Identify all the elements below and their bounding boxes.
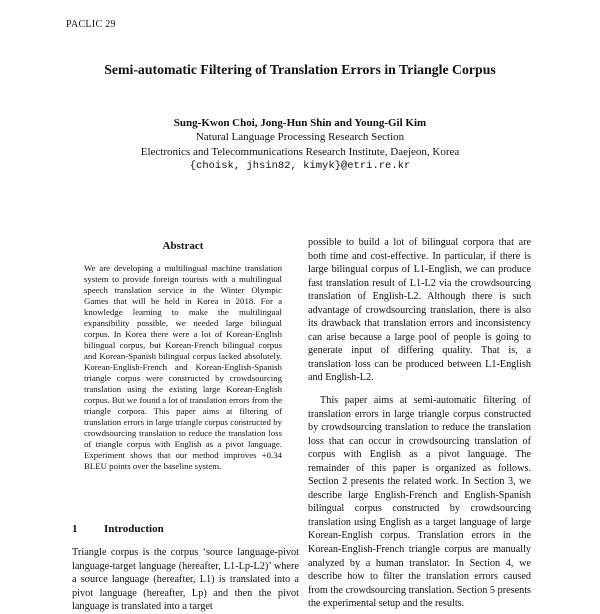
section-heading-introduction [72, 523, 164, 535]
section-title: Introduction [104, 523, 164, 535]
right-column [308, 236, 531, 611]
author-emails: {choisk, jhsin82, kimyk}@etri.re.kr [189, 160, 411, 172]
author-list: Sung-Kwon Choi, Jong-Hun Shin and Young-Gil Kim [173, 117, 427, 129]
paper-title: Semi-automatic Filtering of Translation Errors in Triangle Corpus [104, 62, 496, 77]
abstract-text: We are developing a multilingual machine translation system to provide foreign tourists with a multilingual speech translation service in the Winter Olympic Games that will be held in Korea in 2018. For a knowledge learning to make the multilingual expansibility possible, we needed large bilingual corpus. In Korea there were a lot of Korean-English bilingual corpus, but Korean-French bilingual corpus and Korean-Spanish bilingual corpus lacked absolutely. Korean-English-French and Korean-English-Spanish triangle corpus were constructed by crowdsourcing translation using the existing large Korean-English corpus. But we found a lot of translation errors from the triangle corpora. This paper aims at filtering of translation errors in large triangle corpus constructed by crowdsourcing translation to reduce the translation loss of triangle corpus with English as a pivot language. Experiment shows that our method improves +0.34 BLEU points over the baseline system. [84, 263, 282, 471]
right-column-paragraph-2: This paper aims at semi-automatic filtering of translation errors in large triangle corpus constructed by crowdsourcing translation to reduce the translation loss that can occur in crowdsourcing translation of corpus with English as a pivot language. The remainder of this paper is organized as follows. Section 2 presents the related work. In Section 3, we describe large English-French and English-Spanish bilingual corpus constructed by crowdsourcing translation using English as a target language of large Korean-English corpus. Translation errors in the Korean-English-French triangle corpus are manually analyzed by a human translator. In Section 4, we describe how to filter the translation errors caused from the crowdsourcing translation. Section 5 presents the experimental setup and the results. [308, 395, 531, 610]
abstract-body [84, 263, 282, 472]
affiliation-section: Natural Language Processing Research Section [195, 131, 405, 143]
section-number: 1 [72, 523, 78, 535]
affiliation-institute: Electronics and Telecommunications Research Institute, Daejeon, Korea [140, 146, 460, 158]
introduction-paragraph: Triangle corpus is the corpus ‘source language-pivot language-target language (hereafter, L1-Lp-L2)’ where a source language (hereafter, L1) is translated into a pivot language (hereafter, Lp) and then the pivot language is translated into a target [72, 547, 299, 612]
conference-header: PACLIC 29 [66, 19, 116, 30]
abstract-heading: Abstract [162, 240, 204, 252]
right-column-paragraph-1: possible to build a lot of bilingual corpora that are both time and cost-effective. In particular, if there is large bilingual corpus of L1-English, we can produce fast translation result of L1-L2 via the crowdsourcing translation of English-L2. Although there is such advantage of crowdsourcing translation, there is also its drawback that translation errors and inconsistency can arise because a large pool of people is going to generate input of differing quality. That is, a translation loss can be produced between L1-English and English-L2. [308, 237, 531, 384]
introduction-body [72, 546, 299, 614]
